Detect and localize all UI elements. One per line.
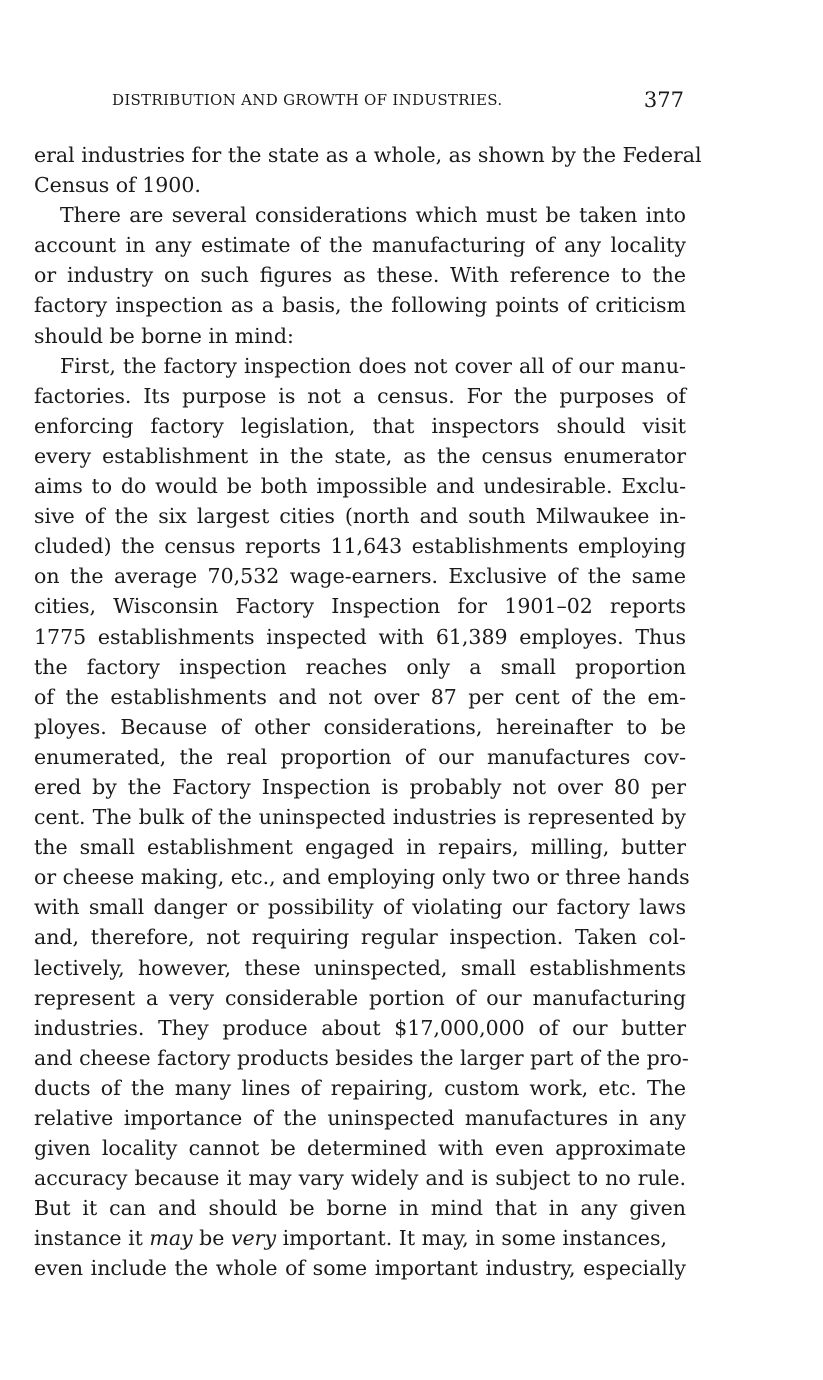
text-line: industries. They produce about $17,000,000 of our butter [34, 1015, 686, 1040]
text-line: relative importance of the uninspected manufactures in any [34, 1106, 686, 1130]
text-line: with small danger or possibility of violating our factory laws [34, 895, 686, 920]
text-line: factories. Its purpose is not a census. For the purposes of [34, 383, 686, 408]
text-line: ered by the Factory Inspection is probably not over 80 per [34, 774, 686, 799]
text-line: the factory inspection reaches only a small proportion [34, 654, 686, 679]
text-line: or cheese making, etc., and employing only two or three hands [34, 865, 690, 890]
text-line: factory inspection as a basis, the following points of criticism [34, 293, 686, 318]
body-text [34, 140, 702, 1284]
text-line: ployes. Because of other considerations, hereinafter to be [34, 714, 686, 739]
text-line: aims to do would be both impossible and undesirable. Exclu- [34, 474, 686, 499]
text-line: cluded) the census reports 11,643 establishments employing [34, 534, 686, 559]
text-line: Census of 1900. [34, 173, 201, 198]
text-line: eral industries for the state as a whole, as shown by the Federal [34, 143, 702, 167]
text-line: and, therefore, not requiring regular inspection. Taken col- [34, 925, 686, 950]
text-line: even include the whole of some important industry, especially [34, 1256, 686, 1281]
text-line: cent. The bulk of the uninspected industries is represented by [34, 805, 686, 830]
text-line: represent a very considerable portion of our manufacturing [34, 985, 686, 1010]
text-line: enumerated, the real proportion of our manufactures cov- [34, 744, 686, 769]
running-header [112, 88, 684, 118]
text-segment: important. It may, in some instances, [276, 1226, 667, 1251]
text-line: lectively, however, these uninspected, small establishments [34, 955, 686, 980]
text-line: or industry on such figures as these. With reference to the [34, 263, 686, 288]
emphasis-may: may [149, 1226, 193, 1251]
text-line: on the average 70,532 wage-earners. Exclusive of the same [34, 564, 686, 589]
text-line: every establishment in the state, as the census enumerator [34, 443, 686, 468]
text-line: sive of the six largest cities (north and south Milwaukee in- [34, 504, 686, 529]
text-line: the small establishment engaged in repairs, milling, butter [34, 835, 686, 860]
text-line: cities, Wisconsin Factory Inspection for 1901–02 reports [34, 594, 686, 619]
text-line: ducts of the many lines of repairing, custom work, etc. The [34, 1075, 686, 1100]
text-line: But it can and should be borne in mind that in any given [34, 1196, 686, 1221]
text-line: There are several considerations which must be taken into [60, 203, 686, 228]
text-line: should be borne in mind: [34, 323, 294, 348]
text-line: 1775 establishments inspected with 61,389 employes. Thus [34, 624, 686, 649]
emphasis-very: very [230, 1226, 277, 1251]
text-line: enforcing factory legislation, that inspectors should visit [34, 413, 686, 438]
text-segment: be [192, 1226, 231, 1251]
page-number: 377 [643, 88, 684, 112]
text-line-mixed [34, 1223, 686, 1253]
running-header-title: DISTRIBUTION AND GROWTH OF INDUSTRIES. [112, 91, 503, 109]
text-segment: instance it [34, 1226, 150, 1251]
text-line: of the establishments and not over 87 per cent of the em- [34, 684, 686, 709]
text-line: accuracy because it may vary widely and is subject to no rule. [34, 1166, 686, 1191]
text-line: and cheese factory products besides the larger part of the pro- [34, 1045, 689, 1070]
text-line: account in any estimate of the manufacturing of any locality [34, 233, 686, 258]
text-line: given locality cannot be determined with even approximate [34, 1136, 686, 1161]
text-line: First, the factory inspection does not cover all of our manu- [60, 353, 686, 378]
